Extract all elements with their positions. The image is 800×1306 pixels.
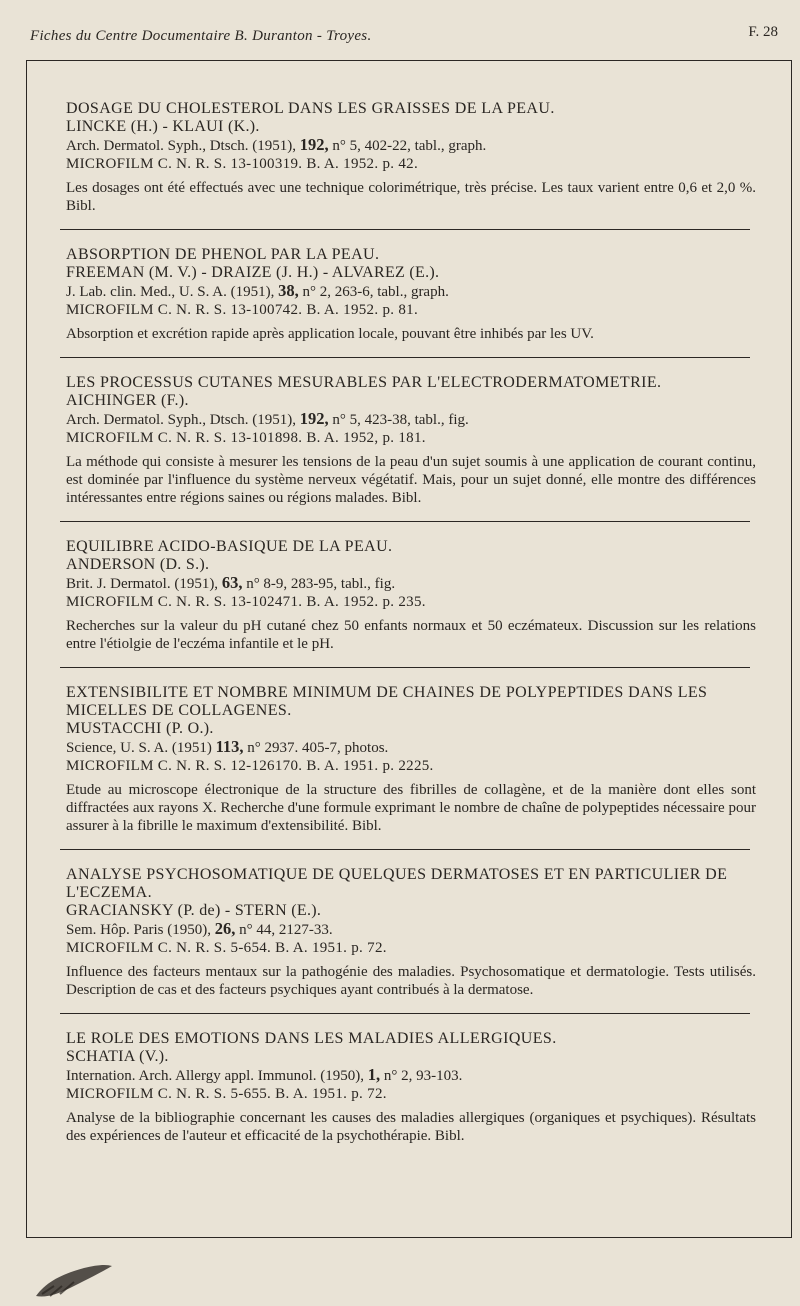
entry: [66, 246, 756, 343]
entry-microfilm: MICROFILM C. N. R. S. 13-102471. B. A. 1952. p. 235.: [66, 594, 426, 610]
entry-microfilm: MICROFILM C. N. R. S. 13-100742. B. A. 1952. p. 81.: [66, 302, 419, 318]
page-header: [30, 24, 778, 52]
ref-details: n° 5, 402-22, tabl., graph.: [332, 138, 487, 154]
divider: [60, 521, 750, 522]
entry-reference: [66, 282, 756, 301]
entry-abstract: La méthode qui consiste à mesurer les tensions de la peau d'un sujet soumis à une application de courant continu, est dominée par l'influence du système nerveux végétatif. Mais, pour un sujet donné, elle montre des différences intéressantes entre régions saines ou régions malades. Bibl.: [66, 454, 756, 506]
entry-microfilm: MICROFILM C. N. R. S. 5-654. B. A. 1951. p. 72.: [66, 940, 387, 956]
ref-volume: 1,: [367, 1065, 381, 1084]
entry-microfilm: MICROFILM C. N. R. S. 13-100319. B. A. 1952. p. 42.: [66, 156, 419, 172]
entry-reference: [66, 574, 756, 593]
entry-abstract: Etude au microscope électronique de la structure des fibrilles de collagène, et de la manière dont elles sont diffractées aux rayons X. Recherche d'une formule exprimant le nombre de chaîne de polypeptides nécessaire pour assurer à la fibrille le maximum d'extensibilité. Bibl.: [66, 782, 756, 834]
ref-volume: 192,: [299, 409, 329, 428]
ref-volume: 192,: [299, 135, 329, 154]
entry-abstract: Les dosages ont été effectués avec une technique colorimétrique, très précise. Les taux varient entre 0,6 et 2,0 %. Bibl.: [66, 180, 756, 214]
entry: [66, 866, 756, 999]
ref-details: n° 2, 93-103.: [383, 1068, 463, 1084]
divider: [60, 1013, 750, 1014]
entry-abstract: Analyse de la bibliographie concernant les causes des maladies allergiques (organiques et psychiques). Résultats des expériences de l'auteur et efficacité de la psychothérapie. Bibl.: [66, 1110, 756, 1144]
entry-title: EQUILIBRE ACIDO-BASIQUE DE LA PEAU.: [66, 538, 393, 555]
entry-abstract: Absorption et excrétion rapide après application locale, pouvant être inhibés par les UV.: [66, 326, 594, 342]
ref-details: n° 44, 2127-33.: [239, 922, 333, 938]
ref-details: n° 8-9, 283-95, tabl., fig.: [246, 576, 396, 592]
entry-title: ABSORPTION DE PHENOL PAR LA PEAU.: [66, 246, 380, 263]
entry-microfilm: MICROFILM C. N. R. S. 12-126170. B. A. 1951. p. 2225.: [66, 758, 434, 774]
divider: [60, 849, 750, 850]
ref-volume: 38,: [278, 281, 299, 300]
ref-journal: Arch. Dermatol. Syph., Dtsch. (1951),: [66, 138, 296, 154]
entry-list: [66, 100, 756, 1145]
ref-journal: Internation. Arch. Allergy appl. Immunol. (1950),: [66, 1068, 365, 1084]
ref-details: n° 5, 423-38, tabl., fig.: [332, 412, 469, 428]
entry-title: ANALYSE PSYCHOSOMATIQUE DE QUELQUES DERMATOSES ET EN PARTICULIER DE L'ECZEMA.: [66, 866, 728, 901]
entry-reference: [66, 1066, 756, 1085]
entry-reference: [66, 136, 756, 155]
entry: [66, 684, 756, 835]
entry-microfilm: MICROFILM C. N. R. S. 5-655. B. A. 1951. p. 72.: [66, 1086, 387, 1102]
entry-authors: SCHATIA (V.).: [66, 1048, 169, 1065]
ref-details: n° 2, 263-6, tabl., graph.: [302, 284, 449, 300]
ref-journal: J. Lab. clin. Med., U. S. A. (1951),: [66, 284, 275, 300]
divider: [60, 357, 750, 358]
ref-journal: Sem. Hôp. Paris (1950),: [66, 922, 211, 938]
entry-reference: [66, 920, 756, 939]
entry-title: LE ROLE DES EMOTIONS DANS LES MALADIES ALLERGIQUES.: [66, 1030, 557, 1047]
entry-abstract: Influence des facteurs mentaux sur la pathogénie des maladies. Psychosomatique et dermatologie. Tests utilisés. Description de cas et des facteurs psychiques ayant contribués à la dermatose.: [66, 964, 756, 998]
page-number: F. 28: [748, 24, 778, 40]
divider: [60, 229, 750, 230]
entry-reference: [66, 738, 756, 757]
header-source: Fiches du Centre Documentaire B. Duranton - Troyes.: [30, 28, 372, 44]
entry-abstract: Recherches sur la valeur du pH cutané chez 50 enfants normaux et 50 eczémateux. Discussion sur les relations entre l'étiolgie de l'eczéma infantile et le pH.: [66, 618, 756, 652]
ref-journal: Arch. Dermatol. Syph., Dtsch. (1951),: [66, 412, 296, 428]
entry-authors: LINCKE (H.) - KLAUI (K.).: [66, 118, 260, 135]
divider: [60, 667, 750, 668]
entry: [66, 100, 756, 215]
entry-title: LES PROCESSUS CUTANES MESURABLES PAR L'ELECTRODERMATOMETRIE.: [66, 374, 662, 391]
entry-authors: ANDERSON (D. S.).: [66, 556, 210, 573]
ref-journal: Brit. J. Dermatol. (1951),: [66, 576, 219, 592]
ref-volume: 26,: [214, 919, 236, 938]
entry: [66, 538, 756, 653]
ink-stamp-mark: [32, 1256, 116, 1300]
ref-volume: 63,: [221, 573, 243, 592]
entry-title: EXTENSIBILITE ET NOMBRE MINIMUM DE CHAINES DE POLYPEPTIDES DANS LES MICELLES DE COLLAGENES.: [66, 684, 708, 719]
entry-authors: MUSTACCHI (P. O.).: [66, 720, 214, 737]
entry-microfilm: MICROFILM C. N. R. S. 13-101898. B. A. 1952, p. 181.: [66, 430, 426, 446]
ref-details: n° 2937. 405-7, photos.: [247, 740, 389, 756]
ref-volume: 113,: [215, 737, 244, 756]
entry-title: DOSAGE DU CHOLESTEROL DANS LES GRAISSES DE LA PEAU.: [66, 100, 555, 117]
entry-authors: FREEMAN (M. V.) - DRAIZE (J. H.) - ALVAREZ (E.).: [66, 264, 440, 281]
entry-authors: GRACIANSKY (P. de) - STERN (E.).: [66, 902, 322, 919]
entry: [66, 374, 756, 507]
entry-authors: AICHINGER (F.).: [66, 392, 189, 409]
entry-reference: [66, 410, 756, 429]
entry: [66, 1030, 756, 1145]
ref-journal: Science, U. S. A. (1951): [66, 740, 212, 756]
